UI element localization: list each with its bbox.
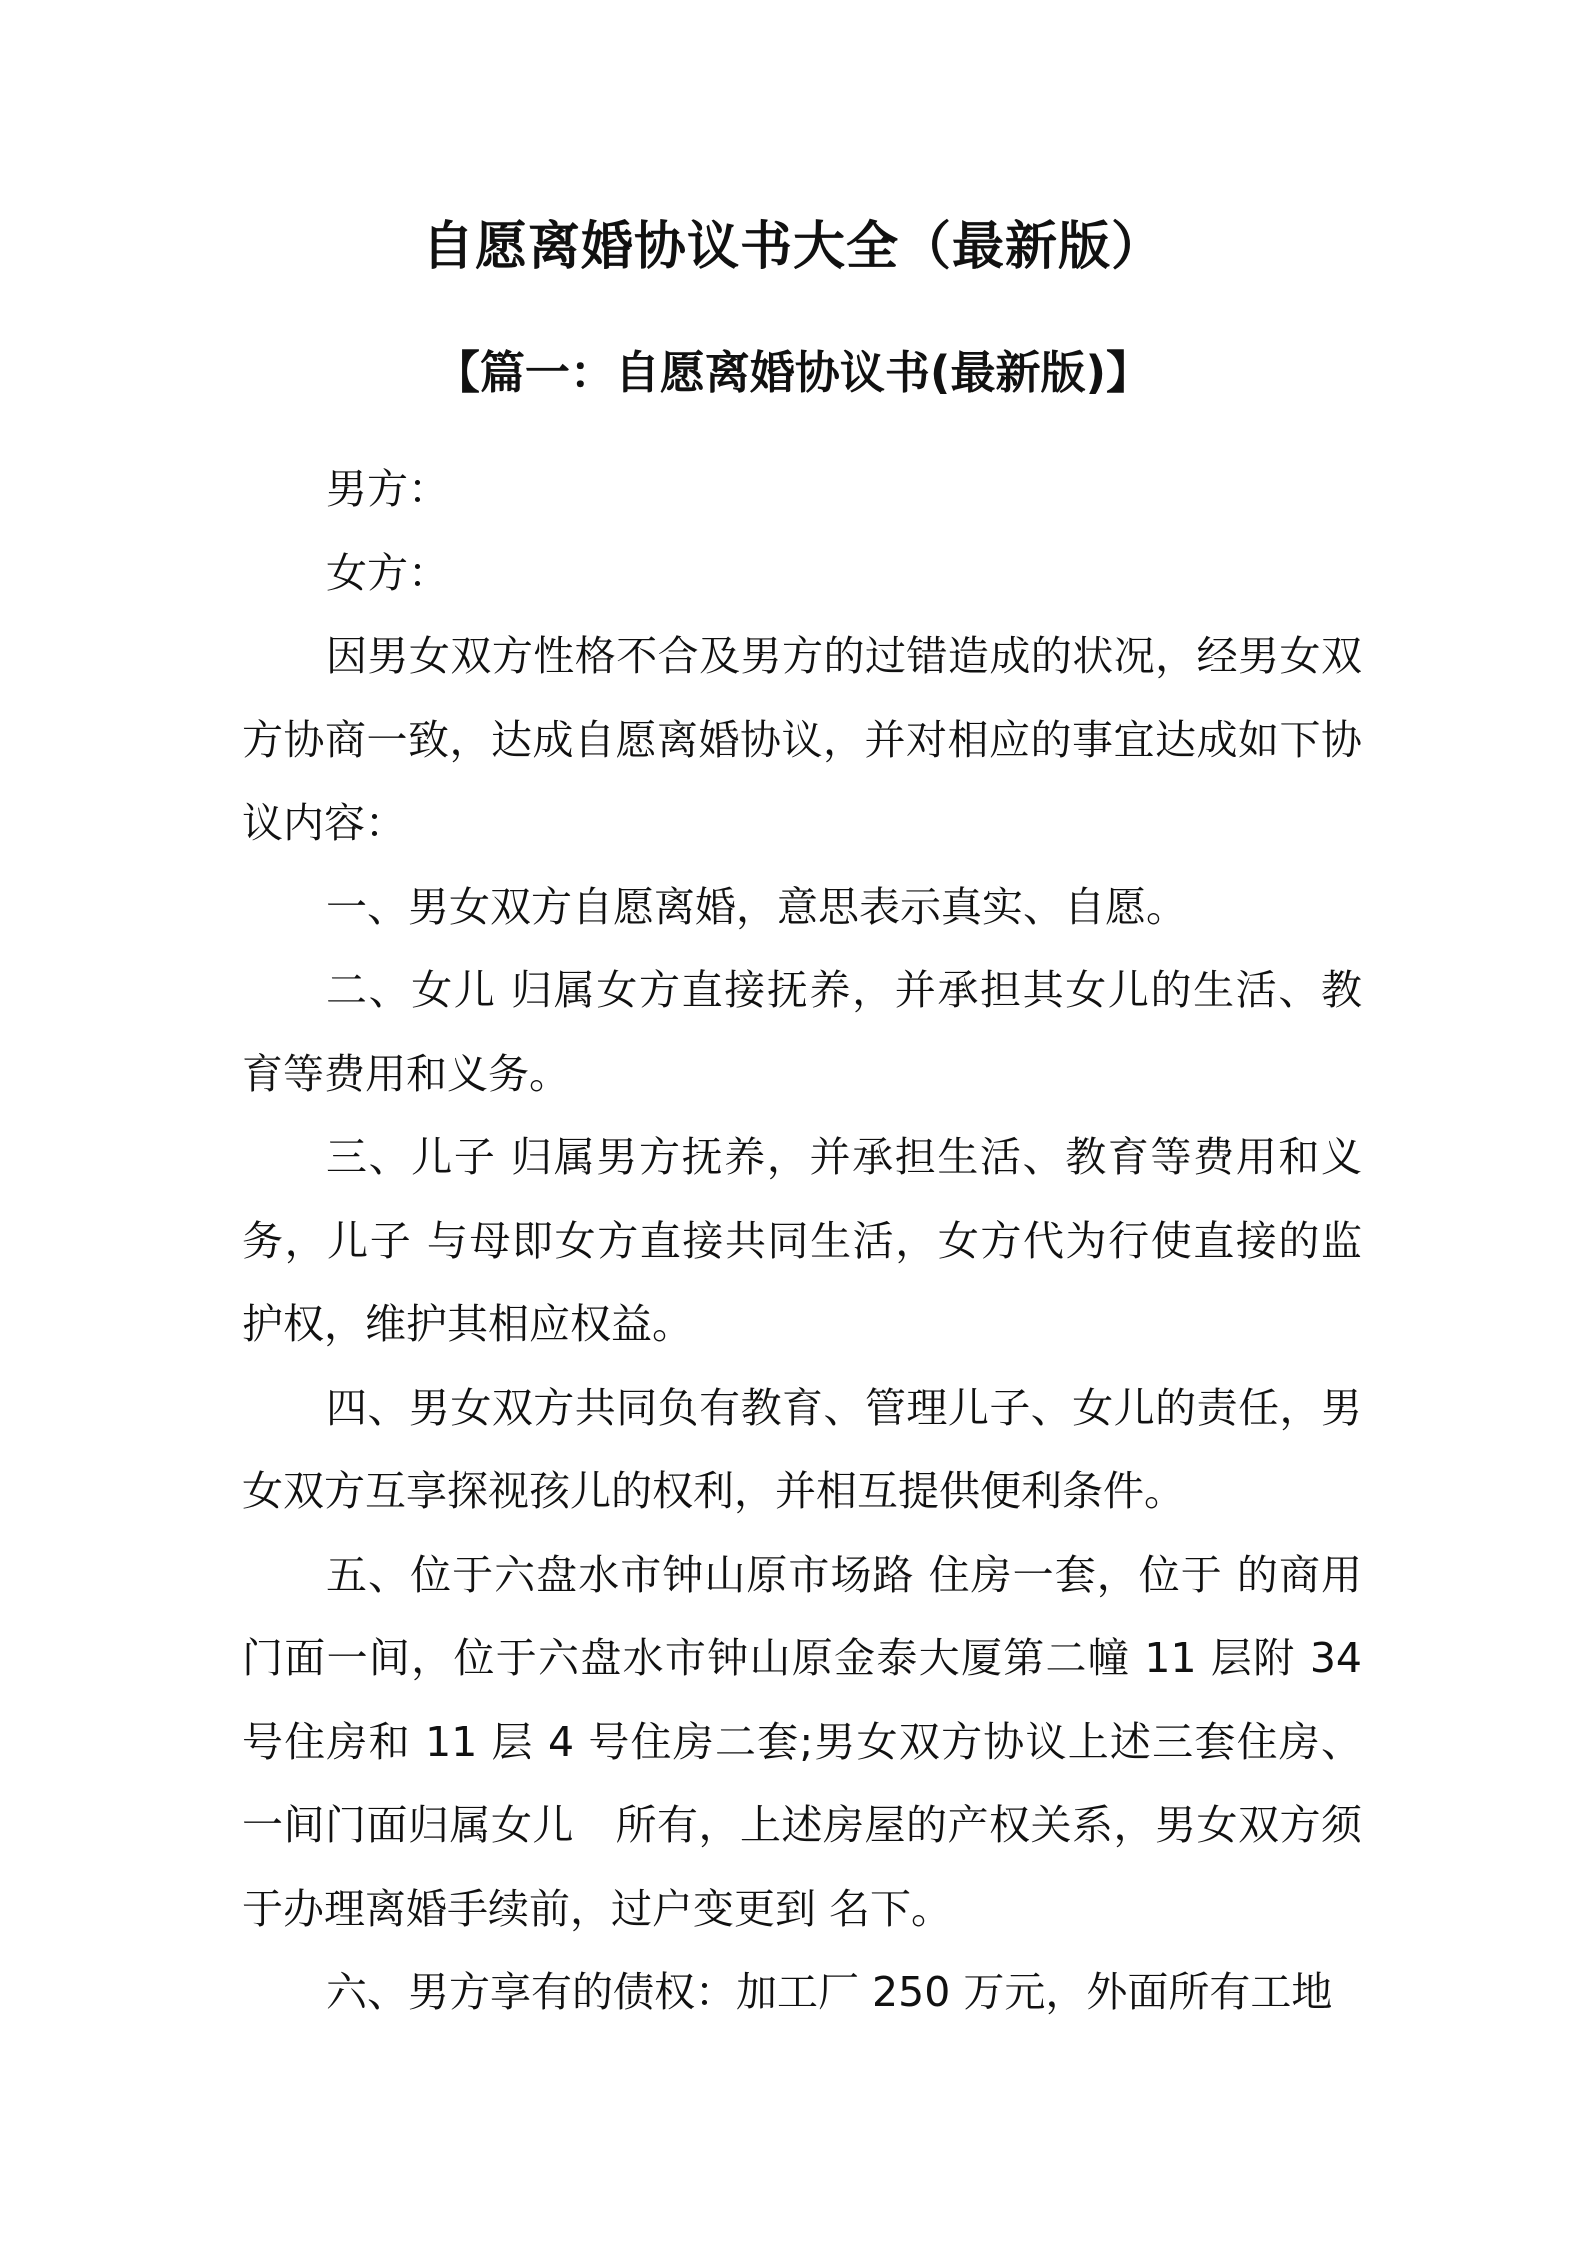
document-title: 自愿离婚协议书大全（最新版） xyxy=(421,217,1164,277)
paragraph-clause-4: 四、男女双方共同负有教育、管理儿子、女儿的责任，男女双方互享探视孩儿的权利，并相互提供便利条件。 xyxy=(242,1383,1362,1515)
paragraph-clause-3: 三、儿子 归属男方抚养，并承担生活、教育等费用和义务，儿子 与母即女方直接共同生活，女方代为行使直接的监护权，维护其相应权益。 xyxy=(242,1133,1362,1348)
paragraph-male-party: 男方： xyxy=(326,465,449,513)
paragraph-clause-5: 五、位于六盘水市钟山原市场路 住房一套，位于 的商用门面一间，位于六盘水市钟山原金泰大厦第二幢 11 层附 34 号住房和 11 层 4 号住房二套;男女双方协议上述三套住房、一间门面归属女儿 所有，上述房屋的产权关系，男女双方须于办理离婚手续前，过户变更到 名下。 xyxy=(242,1550,1362,1933)
paragraph-preamble: 因男女双方性格不合及男方的过错造成的状况，经男女双方协商一致，达成自愿离婚协议，并对相应的事宜达成如下协议内容： xyxy=(242,632,1362,847)
document-body xyxy=(242,448,1362,2035)
paragraph-clause-2: 二、女儿 归属女方直接抚养，并承担其女儿的生活、教育等费用和义务。 xyxy=(242,966,1362,1098)
section-heading: 【篇一：自愿离婚协议书(最新版)】 xyxy=(434,346,1152,399)
paragraph-clause-6: 六、男方享有的债权：加工厂 250 万元，外面所有工地 xyxy=(326,1968,1333,2016)
paragraph-female-party: 女方： xyxy=(326,548,449,597)
paragraph-clause-1: 一、男女双方自愿离婚，意思表示真实、自愿。 xyxy=(326,882,1187,931)
